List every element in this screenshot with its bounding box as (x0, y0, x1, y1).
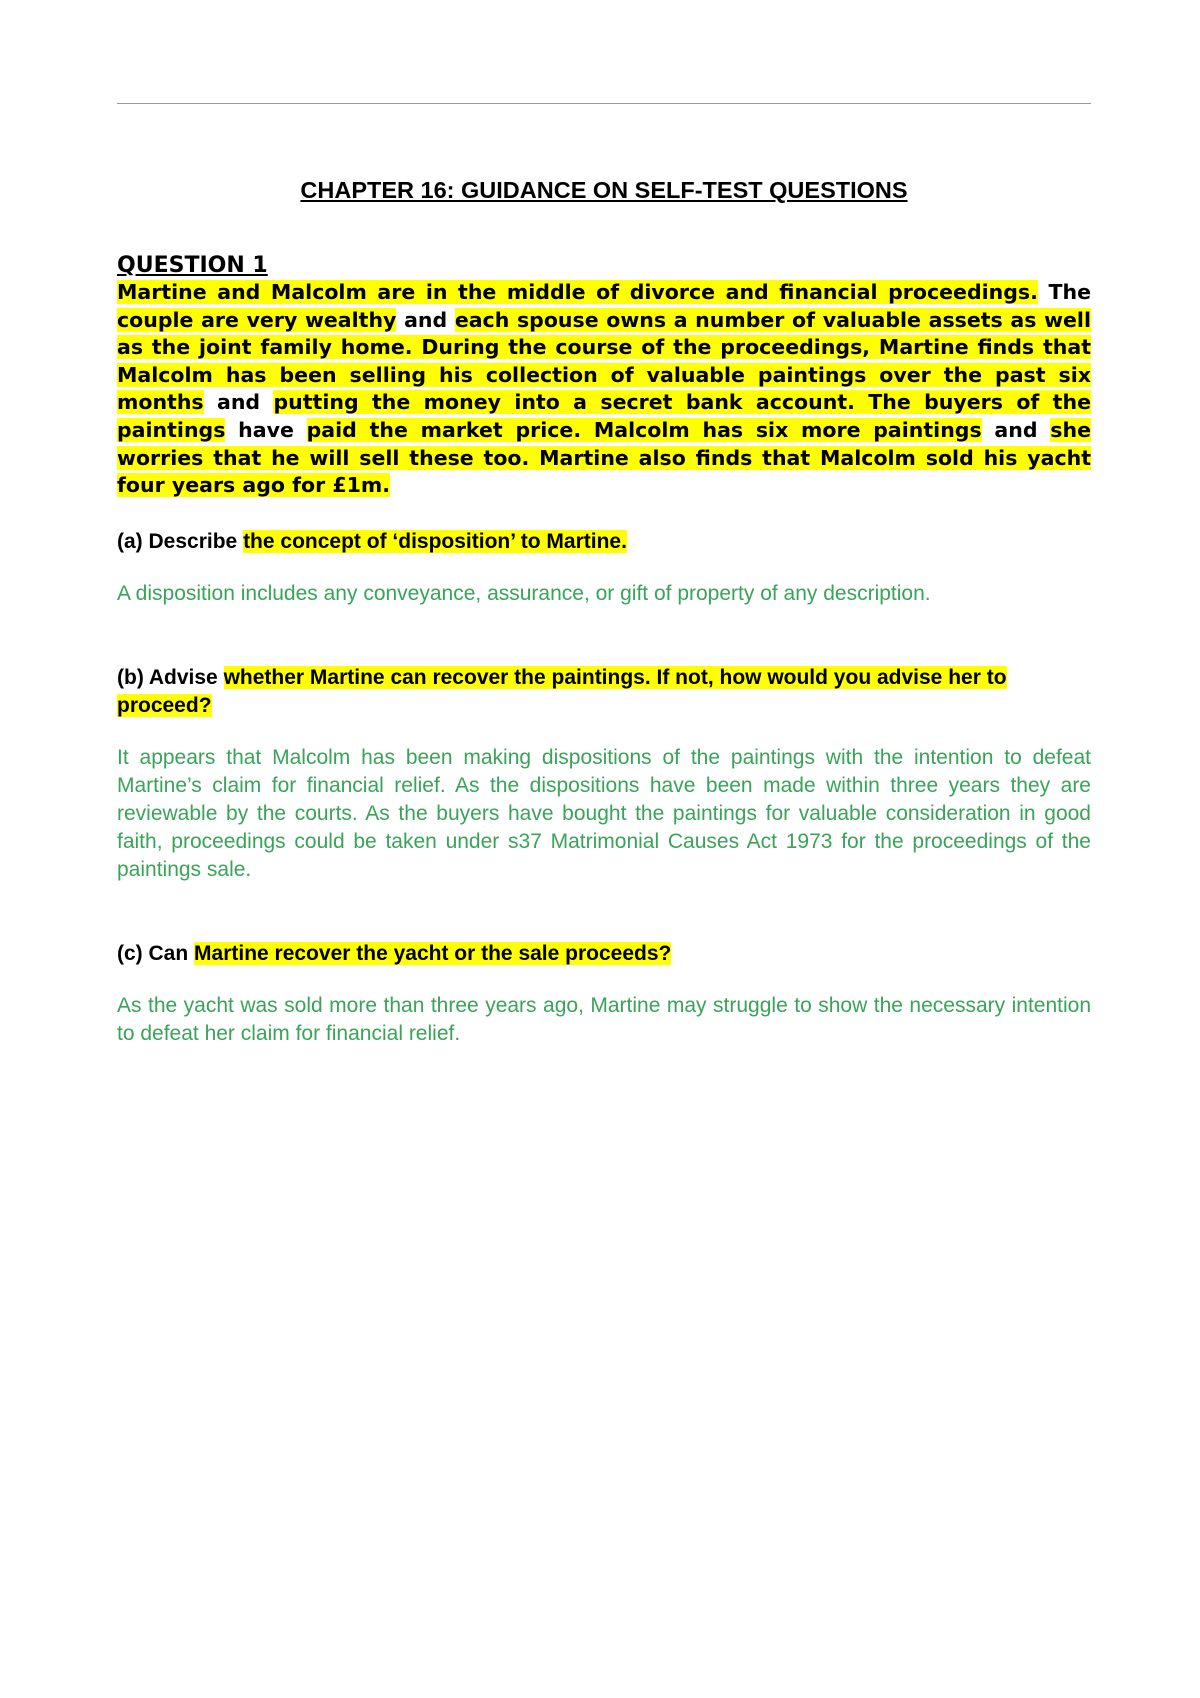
part-a-lead: (a) Describe (117, 529, 244, 553)
scenario-text: and (981, 417, 1051, 442)
header-rule (117, 103, 1091, 104)
scenario-text: each spouse owns a number of valuable assets as well as the joint family home. During the course of the proceedings, Martine finds that Malcolm has been selling his collection of valuable paintings over the past six months (117, 307, 1091, 415)
document-content (117, 173, 1091, 1048)
question-scenario (117, 279, 1091, 500)
scenario-text: and (203, 390, 274, 415)
part-c-lead: (c) Can (117, 941, 195, 965)
scenario-text: she worries that he will sell these too. Martine also finds that Malcolm sold his yacht four years ago for £1m. (117, 417, 1091, 498)
scenario-text: putting the money into a secret bank account. The buyers of the paintings (117, 390, 1091, 442)
part-c-question (117, 940, 1091, 968)
chapter-title: CHAPTER 16: GUIDANCE ON SELF-TEST QUESTIONS (300, 177, 908, 203)
part-b-answer: It appears that Malcolm has been making dispositions of the paintings with the intention to defeat Martine’s claim for financial relief. As the dispositions have been made within three years they are reviewable by the courts. As the buyers have bought the paintings for valuable consideration in good faith, proceedings could be taken under s37 Matrimonial Causes Act 1973 for the proceedings of the paintings sale. (117, 745, 1091, 881)
part-a-answer: A disposition includes any conveyance, assurance, or gift of property of any description. (117, 581, 931, 605)
part-b-lead: (b) Advise (117, 665, 224, 689)
part-a-highlight: the concept of ‘disposition’ to Martine. (243, 529, 627, 553)
part-c-highlight: Martine recover the yacht or the sale proceeds? (194, 941, 672, 965)
scenario-text: couple are very wealthy (117, 307, 397, 332)
scenario-text: have (225, 417, 307, 442)
part-b-question (117, 664, 1091, 720)
scenario-text: The (1037, 280, 1091, 304)
part-a-question (117, 528, 1091, 556)
part-c-answer: As the yacht was sold more than three years ago, Martine may struggle to show the necessary intention to defeat her claim for financial relief. (117, 993, 1091, 1045)
scenario-text: and (396, 307, 455, 332)
scenario-text: paid the market price. Malcolm has six more paintings (306, 417, 982, 442)
question-heading: QUESTION 1 (117, 253, 268, 278)
part-b-highlight: whether Martine can recover the paintings. If not, how would you advise her to proceed? (117, 665, 1007, 717)
scenario-text: Martine and Malcolm are in the middle of divorce and financial proceedings. (117, 280, 1038, 304)
